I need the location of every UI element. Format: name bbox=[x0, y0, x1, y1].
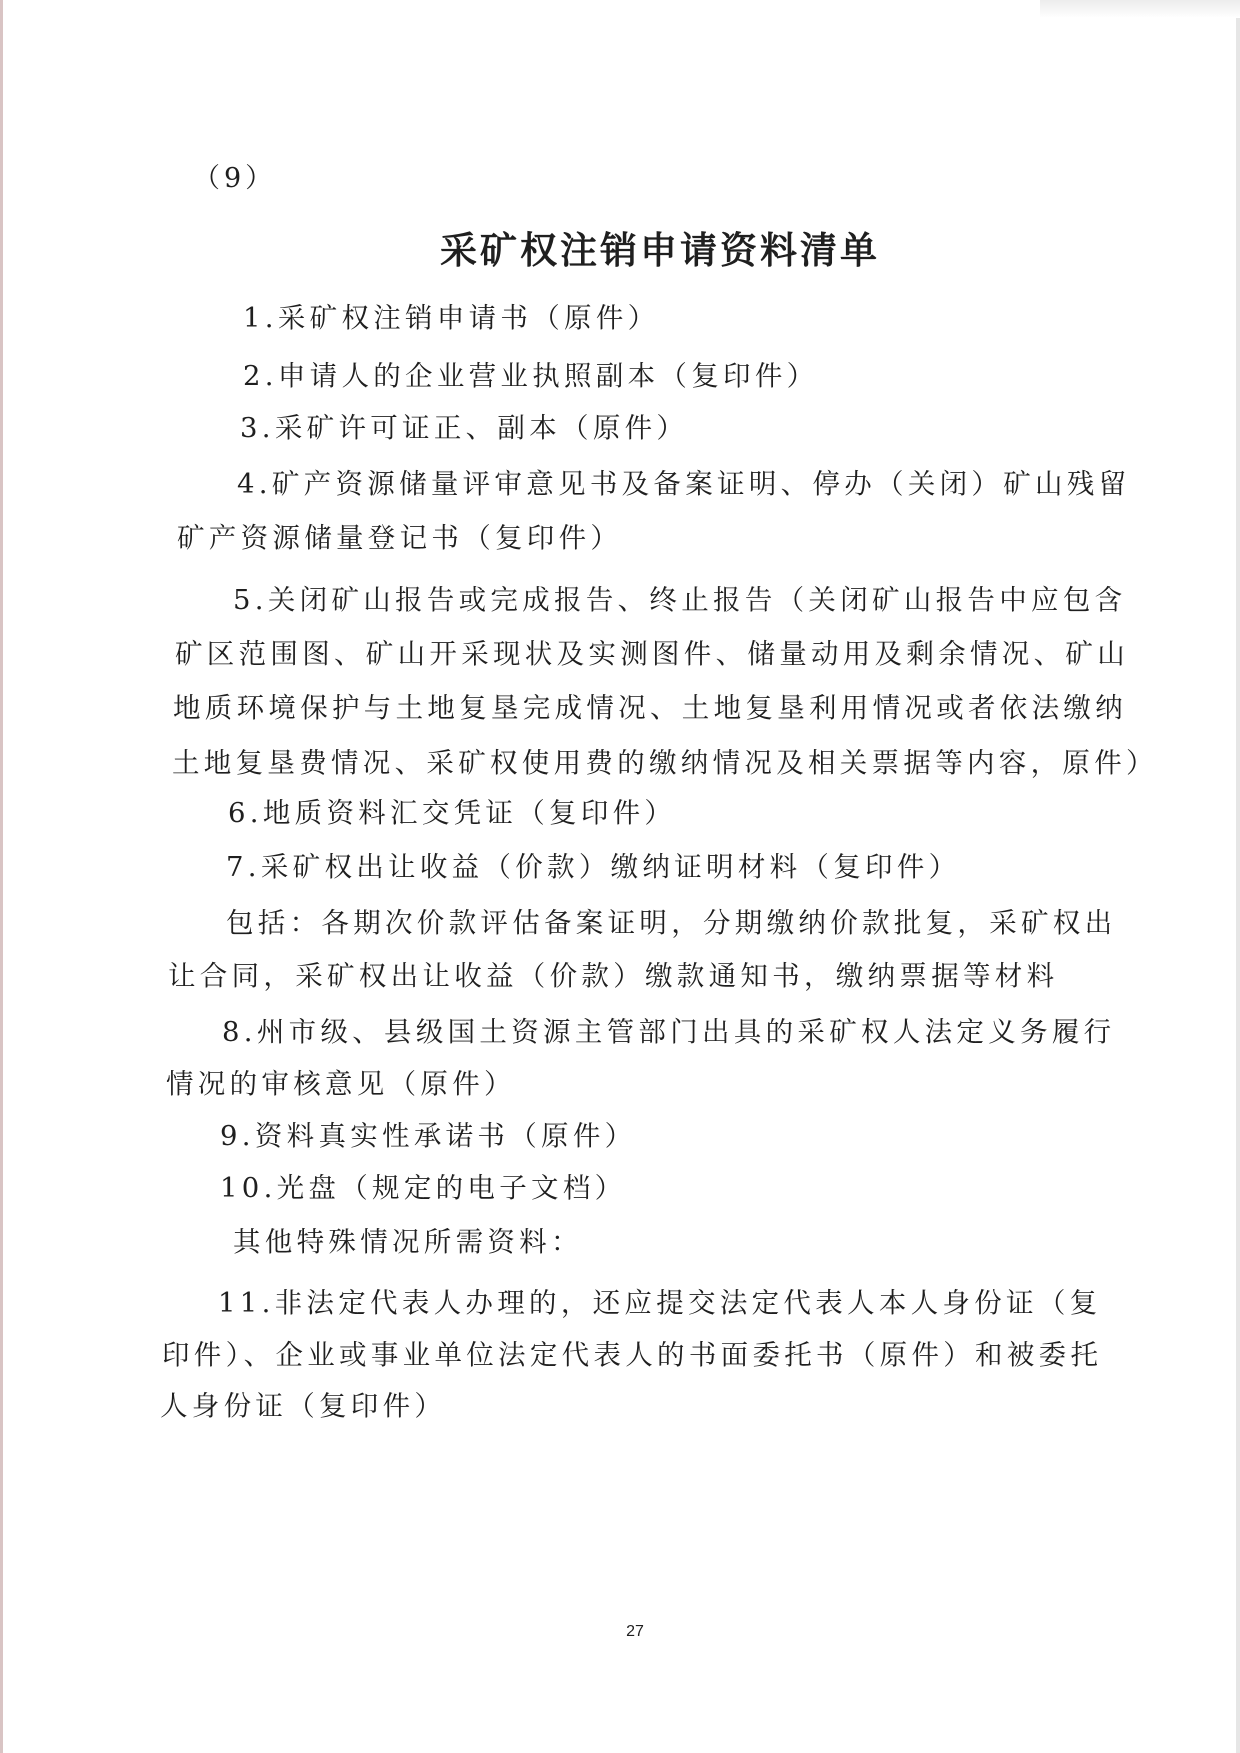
list-item-7: 7.采矿权出让收益（价款）缴纳证明材料（复印件） bbox=[226, 851, 961, 883]
list-item-3: 3.采矿许可证正、副本（原件） bbox=[240, 412, 689, 444]
document-number: （9） bbox=[193, 163, 277, 194]
scan-shadow bbox=[1040, 0, 1240, 18]
section-other: 其他特殊情况所需资料： bbox=[233, 1226, 583, 1258]
list-item-5-cont-3: 土地复垦费情况、采矿权使用费的缴纳情况及相关票据等内容，原件） bbox=[172, 747, 1158, 779]
list-item-4: 4.矿产资源储量评审意见书及备案证明、停办（关闭）矿山残留 bbox=[237, 468, 1131, 500]
list-item-7-detail: 包括：各期次价款评估备案证明，分期缴纳价款批复，采矿权出 bbox=[226, 907, 1117, 939]
list-item-5-cont-2: 地质环境保护与土地复垦完成情况、土地复垦利用情况或者依法缴纳 bbox=[173, 692, 1127, 724]
page-number: 27 bbox=[626, 1623, 644, 1640]
list-item-11-cont-2: 人身份证（复印件） bbox=[160, 1390, 447, 1422]
list-item-6: 6.地质资料汇交凭证（复印件） bbox=[228, 797, 677, 829]
list-item-11-cont-1: 印件）、企业或事业单位法定代表人的书面委托书（原件）和被委托 bbox=[162, 1339, 1103, 1371]
list-item-2: 2.申请人的企业营业执照副本（复印件） bbox=[243, 360, 819, 392]
list-item-10: 10.光盘（规定的电子文档） bbox=[220, 1172, 627, 1204]
list-item-7-detail-cont: 让合同，采矿权出让收益（价款）缴款通知书，缴纳票据等材料 bbox=[168, 960, 1059, 992]
list-item-5: 5.关闭矿山报告或完成报告、终止报告（关闭矿山报告中应包含 bbox=[233, 584, 1127, 616]
list-item-1: 1.采矿权注销申请书（原件） bbox=[243, 302, 660, 334]
list-item-8-cont: 情况的审核意见（原件） bbox=[166, 1068, 516, 1100]
list-item-9: 9.资料真实性承诺书（原件） bbox=[220, 1120, 637, 1152]
list-item-5-cont-1: 矿区范围图、矿山开采现状及实测图件、储量动用及剩余情况、矿山 bbox=[175, 638, 1129, 670]
list-item-8: 8.州市级、县级国土资源主管部门出具的采矿权人法定义务履行 bbox=[222, 1016, 1116, 1048]
document-title: 采矿权注销申请资料清单 bbox=[440, 228, 880, 272]
list-item-4-cont: 矿产资源储量登记书（复印件） bbox=[177, 522, 623, 554]
list-item-11: 11.非法定代表人办理的，还应提交法定代表人本人身份证（复 bbox=[218, 1287, 1102, 1319]
